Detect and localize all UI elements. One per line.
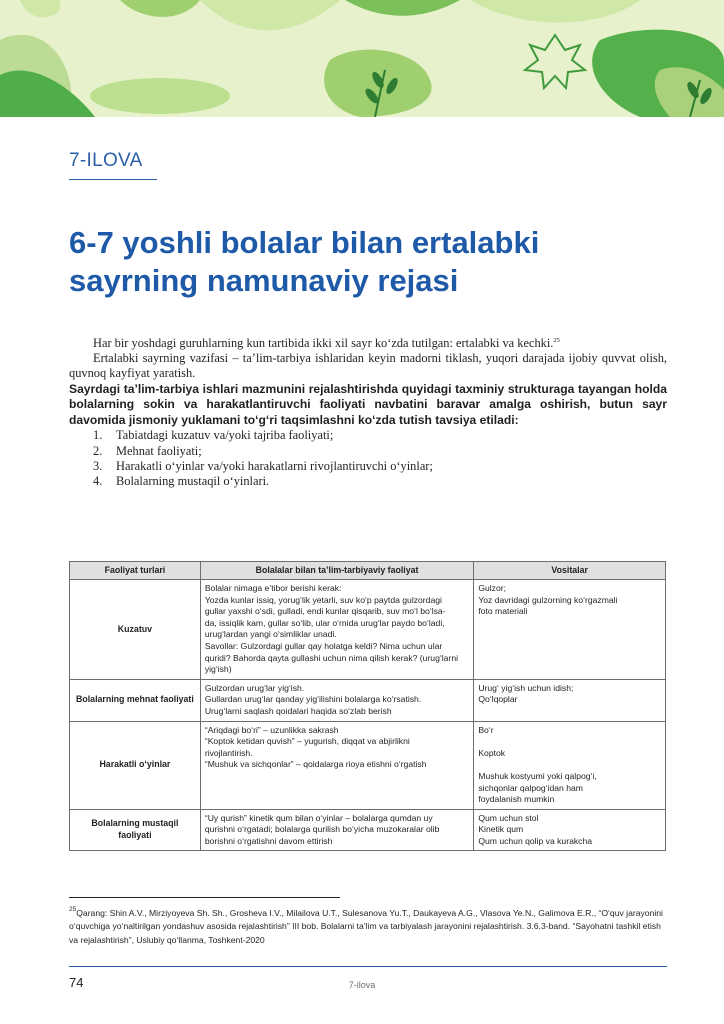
cell-gap <box>478 759 661 771</box>
cell-line: Qum uchun stol <box>478 812 539 823</box>
decorative-leaf-banner <box>0 0 724 117</box>
cell-line: Gullardan urug‘lar qanday yig‘ilishini bolalarga ko‘rsatish. <box>204 694 422 705</box>
activity-cell <box>200 721 473 809</box>
cell-line: da, issiqlik kam, gullar so‘lib, ular o‘rnida urug‘lar paydo bo‘ladi, <box>204 617 445 628</box>
list-item-text: Tabiatdagi kuzatuv va/yoki tajriba faoliyati; <box>116 428 334 443</box>
cell-line: Yozda kunlar issiq, yorug‘lik yetarli, suv ko‘p paytda gulzordagi <box>204 594 442 605</box>
cell-line: “Mushuk va sichqonlar” – qoidalarga rioya etishni o‘rgatish <box>204 759 427 770</box>
tools-cell <box>474 809 666 851</box>
cell-line: borishni o‘rgatishni davom ettirish <box>204 835 333 846</box>
list-item <box>93 444 667 459</box>
activity-type-cell: Bolalarning mustaqil faoliyati <box>70 809 201 851</box>
activity-cell <box>200 809 473 851</box>
footnote-divider <box>69 897 340 898</box>
list-item-text: Bolalarning mustaqil o‘yinlari. <box>116 474 270 488</box>
list-item-text: Mehnat faoliyati; <box>116 443 202 458</box>
footnote-ref[interactable]: 25 <box>553 337 560 344</box>
cell-line: “Koptok ketidan quvish” – yugurish, diqqat va abjirlikni <box>204 736 410 747</box>
cell-line: Mushuk kostyumi yoki qalpog‘i, <box>478 770 597 781</box>
list-item-number: 2. <box>93 443 103 458</box>
cell-line: foto materiali <box>478 606 528 617</box>
cell-line: Qo‘lqoplar <box>478 694 518 705</box>
cell-line: yig‘ish) <box>204 664 232 675</box>
cell-line: qurishni o‘rgatadi; bolalarga qurilish bo‘yicha muzokaralar olib <box>204 824 440 835</box>
table-row <box>70 721 666 809</box>
cell-line: “Ariqdagi bo‘ri” – uzunlikka sakrash <box>204 724 339 735</box>
walk-plan-table <box>69 561 666 851</box>
list-item-number: 3. <box>93 458 103 473</box>
list-item <box>93 428 667 443</box>
list-item-number: 1. <box>93 428 103 443</box>
list-item <box>93 474 667 489</box>
cell-line: Yoz davridagi gulzorning ko‘rgazmali <box>478 594 618 605</box>
tools-cell <box>474 580 666 680</box>
tools-cell <box>474 721 666 809</box>
table-row <box>70 679 666 721</box>
table-row <box>70 580 666 680</box>
page-title-line-2: sayrning namunaviy rejasi <box>69 263 459 298</box>
footnote <box>69 903 667 947</box>
cell-line: foydalanish mumkin <box>478 794 555 805</box>
cell-line: quridi? Bahorda qayta gullashi uchun nima qilish kerak? (urug‘larni <box>204 652 459 663</box>
cell-line: Bolalar nimaga e’tibor berishi kerak: <box>204 583 342 593</box>
cell-line: rivojlantirish. <box>204 747 253 758</box>
table-header-row <box>70 562 666 580</box>
cell-line: Bo‘r <box>478 724 494 735</box>
intro-text <box>69 333 667 489</box>
footnote-text: Qarang: Shin A.V., Mirziyoyeva Sh. Sh., Grosheva I.V., Milailova U.T., Sulesanova Yu.T., Daukayeva A.G., Vlasova Ye.N., Galimova E.R., “O‘quv jarayonini o‘quvchiga yo‘naltirilgan yondashuv asosida rejalashtirish” III bob. Bolalarni ta’lim va tarbiyalash jarayonini rejalashtirish. 3.6.3-band. “Sayohatni tashkil etish va rejalashtirish”, Uslubiy qo‘llanma, Toshkent-2020 <box>69 908 663 945</box>
leaf-pattern-icon <box>0 0 724 117</box>
activity-type-cell: Bolalarning mehnat faoliyati <box>70 679 201 721</box>
cell-line: urug‘lardan yangi o‘simliklar unadi. <box>204 629 337 640</box>
page-title-line-1: 6-7 yoshli bolalar bilan ertalabki <box>69 225 540 260</box>
activity-type-cell: Kuzatuv <box>70 580 201 680</box>
footer-divider <box>69 966 667 967</box>
footnote-number: 25 <box>69 906 77 913</box>
intro-paragraph-2: Ertalabki sayrning vazifasi – ta’lim-tarbiya ishlaridan keyin madorni tiklash, yuqori darajada ijobiy quvvat olish, quvnoq kayfiyat yaratish. <box>69 351 667 381</box>
cell-line: gullar yaxshi o‘sdi, gulladi, endi kunlar qisqarib, suv mo‘l bo‘lsa- <box>204 606 446 617</box>
column-header: Bolalalar bilan ta’lim-tarbiyaviy faoliyat <box>200 562 473 580</box>
cell-line: Koptok <box>478 747 506 758</box>
list-item-text: Harakatli o‘yinlar va/yoki harakatlarni rivojlantiruvchi o‘yinlar; <box>116 458 433 473</box>
cell-line: Savollar: Gulzordagi gullar qay holatga keldi? Nima uchun ular <box>204 640 443 651</box>
cell-line: sichqonlar qalpog‘idan ham <box>478 782 583 793</box>
column-header: Faoliyat turlari <box>70 562 201 580</box>
list-item <box>93 459 667 474</box>
activity-cell <box>200 679 473 721</box>
cell-line: “Uy qurish” kinetik qum bilan o‘yinlar – bolalarga qumdan uy <box>204 812 433 823</box>
footer-section-label: 7-ilova <box>348 980 376 990</box>
cell-line: Gulzor; <box>478 583 507 593</box>
activity-type-cell: Harakatli o‘yinlar <box>70 721 201 809</box>
intro-paragraph-1-text: Har bir yoshdagi guruhlarning kun tartibida ikki xil sayr ko‘zda tutilgan: ertalabki va kechki. <box>93 336 554 350</box>
appendix-label: 7-ILOVA <box>69 150 143 171</box>
activity-cell <box>200 580 473 680</box>
column-header: Vositalar <box>474 562 666 580</box>
appendix-underline <box>69 179 157 180</box>
tools-cell <box>474 679 666 721</box>
cell-line: Urug‘ yig‘ish uchun idish; <box>478 682 574 693</box>
table-row <box>70 809 666 851</box>
intro-paragraph-1 <box>69 333 667 351</box>
cell-line: Qum uchun qolip va kurakcha <box>478 835 593 846</box>
cell-line: Kinetik qum <box>478 824 524 835</box>
cell-line: Gulzordan urug‘lar yig‘ish. <box>204 682 305 693</box>
cell-gap <box>478 736 661 748</box>
list-item-number: 4. <box>93 474 103 488</box>
page-number: 74 <box>69 975 84 990</box>
intro-bold-paragraph: Sayrdagi ta’lim-tarbiya ishlari mazmunini rejalashtirishda quyidagi taxminiy strukturaga tayangan holda bolalarning sokin va harakatlantiruvchi faoliyati navbatini baravar amalga oshirish, butun sayr davomida jismoniy yuklamani to‘g‘ri taqsimlashni ko‘zda tutish tavsiya etiladi: <box>69 381 667 427</box>
page-title <box>69 224 669 300</box>
activity-structure-list <box>69 428 667 489</box>
cell-line: Urug‘larni saqlash qoidalari haqida so‘zlab berish <box>204 705 392 716</box>
